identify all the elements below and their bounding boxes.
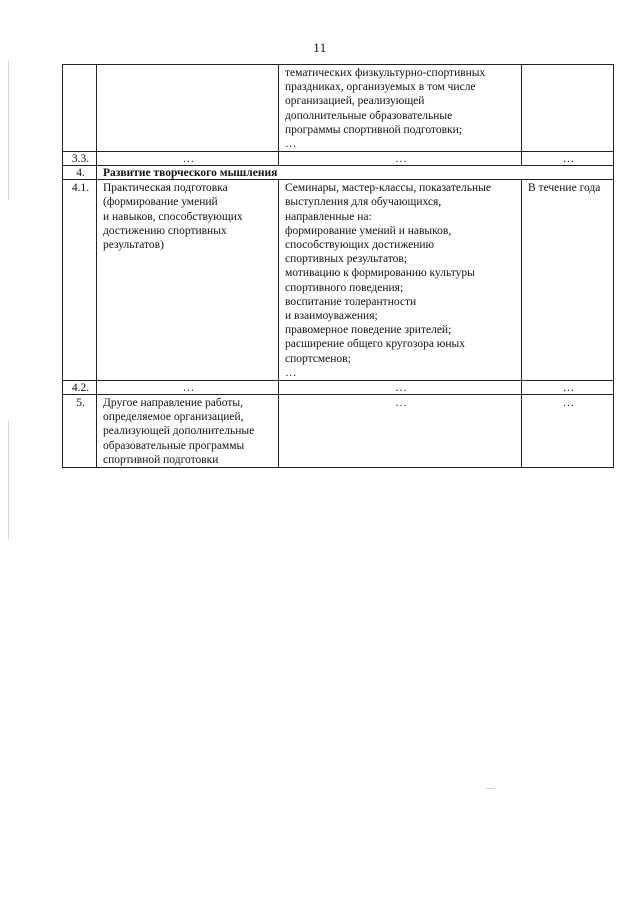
period-cell: …: [522, 395, 614, 468]
row-number-cell: 5.: [63, 395, 97, 468]
period-cell: В течение года: [522, 180, 614, 381]
row-number-cell: 4.2.: [63, 381, 97, 395]
activities-cell: тематических физкультурно-спортивных праздниках, организуемых в том числе организацией, реализующей дополнительные образовательные программы спортивной подготовки; …: [279, 65, 522, 152]
program-table: [62, 64, 614, 468]
row-number-cell: 4.1.: [63, 180, 97, 381]
period-cell: …: [522, 381, 614, 395]
direction-cell: [97, 65, 279, 152]
table-row: [63, 395, 614, 468]
direction-cell: Практическая подготовка (формирование умений и навыков, способствующих достижению спортивных результатов): [97, 180, 279, 381]
direction-cell: Другое направление работы, определяемое организацией, реализующей дополнительные образовательные программы спортивной подготовки: [97, 395, 279, 468]
direction-cell: …: [97, 152, 279, 166]
activities-cell: …: [279, 395, 522, 468]
activities-cell: …: [279, 381, 522, 395]
page-number: 11: [313, 40, 327, 55]
scan-artifact-line: [8, 60, 9, 200]
row-number-cell: 3.3.: [63, 152, 97, 166]
period-cell: …: [522, 152, 614, 166]
section-number-cell: 4.: [63, 166, 97, 180]
table-row: [63, 381, 614, 395]
table-row: [63, 180, 614, 381]
direction-cell: …: [97, 381, 279, 395]
table-row: [63, 152, 614, 166]
activities-cell: …: [279, 152, 522, 166]
section-row: [63, 166, 614, 180]
scan-artifact-line: [8, 420, 9, 540]
section-title-cell: Развитие творческого мышления: [97, 166, 614, 180]
row-number-cell: [63, 65, 97, 152]
scan-artifact-dash: [486, 788, 494, 789]
period-cell: [522, 65, 614, 152]
activities-cell: Семинары, мастер-классы, показательные выступления для обучающихся, направленные на: формирование умений и навыков, способствующих достижению спортивных результатов; мотивацию к формированию культуры спортивного поведения; воспитание толерантности и взаимоуважения; правомерное поведение зрителей; расширение общего кругозора юных спортсменов; …: [279, 180, 522, 381]
table-row: [63, 65, 614, 152]
